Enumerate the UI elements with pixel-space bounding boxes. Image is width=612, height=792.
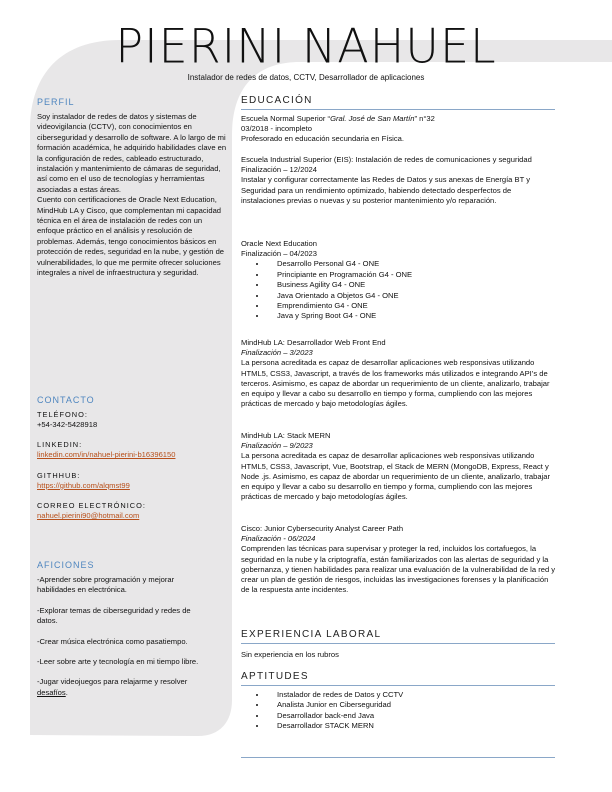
phone-label: TELÉFONO: (37, 410, 88, 419)
entry-desc: Profesorado en educación secundaria en Física. (241, 134, 404, 144)
skill-item: • Desarrollador back-end Java (267, 711, 557, 721)
phone-value: +54-342-5428918 (37, 420, 98, 429)
entry-title-italic: Gral. José de San Martín (330, 114, 415, 123)
entry-title: MindHub LA: Desarrollador Web Front End (241, 338, 386, 347)
contacto-heading: CONTACTO (37, 395, 95, 405)
entry-date: 03/2018 - incompleto (241, 124, 312, 134)
perfil-paragraph: Cuento con certificaciones de Oracle Next Education, MindHub LA y Cisco, que complementan mi capacidad técnica en el área de instalación de redes con un enfoque práctico en el análisis y resolución de problemas. Además, tengo conocimientos básicos en protección de redes, seguridad en la nube, y gestión de vulnerabilidades, lo que me permite ofrecer soluciones integrales a nivel de infraestructura y seguridad. (37, 195, 225, 278)
entry-title: Cisco: Junior Cybersecurity Analyst Career Path (241, 524, 404, 533)
hobby-item: -Aprender sobre programación y mejorar habilidades en electrónica. (37, 575, 175, 595)
skill-item: • Instalador de redes de Datos y CCTV (267, 690, 557, 700)
education-entry (241, 239, 557, 322)
entry-title (241, 114, 557, 124)
course-item: • Business Agility G4 - ONE (267, 280, 557, 290)
bottom-divider (241, 757, 555, 758)
course-item: • Desarrollo Personal G4 - ONE (267, 259, 557, 269)
course-item: • Emprendimiento G4 - ONE (267, 301, 557, 311)
course-list (241, 259, 557, 321)
entry-title-text: Escuela Normal Superior “ (241, 114, 331, 123)
education-entry (241, 114, 557, 145)
email-link[interactable]: nahuel.pierini90@hotmail.com (37, 511, 140, 521)
experience-heading: EXPERIENCIA LABORAL (241, 629, 555, 644)
email-label: CORREO ELECTRÓNICO: (37, 501, 146, 511)
linkedin-link[interactable]: linkedin.com/in/nahuel-pierini-b16396150 (37, 450, 176, 460)
entry-date: Finalización – 9/2023 (241, 441, 313, 451)
skills-heading: APTITUDES (241, 671, 555, 686)
hobby-item (37, 677, 202, 698)
course-item: • Java Orientado a Objetos G4 - ONE (267, 291, 557, 301)
education-heading: EDUCACIÓN (241, 95, 555, 110)
course-item: • Java y Spring Boot G4 - ONE (267, 311, 557, 321)
course-item: • Principiante en Programación G4 - ONE (267, 270, 557, 280)
contact-block (37, 410, 227, 522)
entry-date: Finalización – 3/2023 (241, 348, 313, 358)
skills-block (241, 690, 557, 732)
perfil-text (37, 112, 227, 279)
entry-title: MindHub LA: Stack MERN (241, 431, 331, 440)
github-link[interactable]: https://github.com/alqmst99 (37, 480, 130, 490)
entry-desc: La persona acreditada es capaz de desarrollar aplicaciones web responsivas utilizando HTML5, CSS3, Javascript, a través de los frameworks más utilizados e integrando API’s de terceros. Asimismo, es capaz de abordar un requerimiento de un cliente, analizarlo, trabajar en equipo y llevar a cabo su desarrollo en tiempo y forma, cumpliendo con las mejores prácticas de mercado y bajo metodologías ágiles. (241, 358, 550, 409)
skill-item: • Desarrollador STACK MERN (267, 721, 557, 731)
hobby-underlined-word: desafíos (37, 687, 66, 697)
candidate-name: PIERINI NAHUEL (115, 18, 497, 74)
education-entry (241, 431, 557, 502)
hobby-item: -Crear música electrónica como pasatiempo. (37, 636, 188, 646)
perfil-paragraph: Soy instalador de redes de datos y sistemas de videovigilancia (CCTV), con conocimientos en ciberseguridad y desarrollo de software. A lo largo de mi formación académica, he adquirido habilidades clave en la configuración de redes, cableado estructurado, instalación y mantenimiento de cámaras de seguridad, así como en el uso de tecnologías y herramientas asociadas a estas áreas. (37, 112, 227, 194)
entry-desc: La persona acreditada es capaz de desarrollar aplicaciones web responsivas utilizando HTML5, CSS3, Javascript, Vue, Bootstrap, el Stack de MERN (MongoDB, Express, React y Node .js. Asimismo, es capaz de abordar un requerimiento de un cliente, analizarlo, trabajar en equipo y llevar a cabo su desarrollo en tiempo y forma, cumpliendo con las mejores prácticas de mercado y bajo metodologías ágiles. (241, 451, 550, 502)
perfil-heading: PERFIL (37, 97, 75, 107)
hobby-suffix: . (65, 687, 68, 697)
education-entry (241, 524, 557, 595)
linkedin-label: LINKEDIN: (37, 440, 83, 450)
entry-date: Finalización – 04/2023 (241, 249, 317, 259)
skills-list (241, 690, 557, 732)
entry-title-suffix: ” n°32 (414, 114, 435, 123)
skill-item: • Analista Junior en Ciberseguridad (267, 700, 557, 710)
experience-text: Sin experiencia en los rubros (241, 650, 339, 659)
hobby-item: -Explorar temas de ciberseguridad y redes de datos. (37, 605, 191, 626)
aficiones-heading: AFICIONES (37, 560, 95, 570)
entry-desc: Comprenden las técnicas para supervisar y proteger la red, incluidos los cortafuegos, la seguridad en la nube y la criptografía, están familiarizados con las alertas de seguridad y la gobernanza, y tienen habilidades para realizar una evaluación de la vulnerabilidad de la red y crear un plan de gestión de riesgos, incluidas las investigaciones forenses y la planificación de la respuesta ante incidentes. (241, 544, 556, 595)
entry-date: Finalización - 06/2024 (241, 534, 316, 544)
entry-title: Oracle Next Education (241, 239, 317, 248)
candidate-subtitle: Instalador de redes de datos, CCTV, Desarrollador de aplicaciones (187, 73, 425, 82)
education-entry (241, 338, 557, 409)
hobby-text: -Jugar videojuegos para relajarme y resolver (37, 677, 188, 687)
education-entry (241, 155, 557, 206)
entry-desc: Instalar y configurar correctamente las Redes de Datos y sus anexas de Energía BT y Seguridad para un rendimiento optimizado, habiendo detectado desperfectos de instalaciones previas o nuevas y su posterior mantenimiento y/o reparación. (241, 175, 530, 205)
aficiones-list (37, 575, 202, 698)
entry-title: Escuela Industrial Superior (EIS): Instalación de redes de comunicaciones y seguridad (241, 155, 532, 164)
github-label: GITHHUB: (37, 470, 81, 480)
entry-date: Finalización – 12/2024 (241, 165, 317, 175)
hobby-item: -Leer sobre arte y tecnología en mi tiempo libre. (37, 657, 199, 667)
